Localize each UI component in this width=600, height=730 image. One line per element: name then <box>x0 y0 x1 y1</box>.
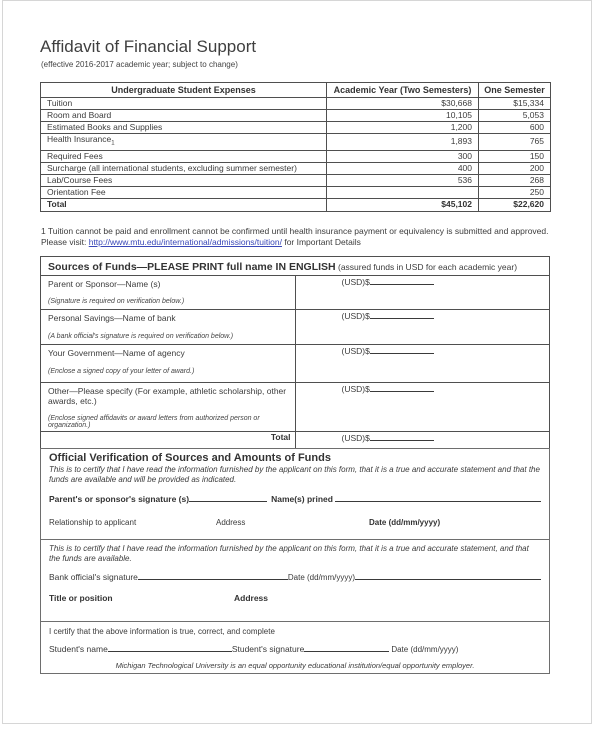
usd-prefix: (USD)$ <box>341 277 370 287</box>
usd-prefix: (USD)$ <box>341 433 370 443</box>
expense-semester-value: 5,053 <box>479 110 551 122</box>
expenses-total-row <box>41 198 551 211</box>
source-cell <box>41 276 296 310</box>
student-date-label: Date (dd/mm/yyyy) <box>391 645 459 654</box>
address-label-2: Address <box>234 593 269 603</box>
certify-text-1: This is to certify that I have read the information furnished by the applicant on this form, that it is a true and accurate statement and that the funds are available and will be provided as indicated. <box>49 465 540 484</box>
source-note: (Enclose signed affidavits or award letters from authorized person or organization.) <box>48 415 260 429</box>
expense-row <box>41 122 551 134</box>
sources-total-label: Total <box>41 432 296 449</box>
expense-year-value: 1,893 <box>327 134 479 151</box>
bank-signature-label: Bank official's signature <box>49 572 138 582</box>
student-name-line <box>108 643 232 652</box>
amount-cell <box>295 345 550 383</box>
source-note: (Enclose a signed copy of your letter of award.) <box>48 368 195 375</box>
expense-semester-value: 268 <box>479 174 551 186</box>
source-note: (Signature is required on verification below.) <box>48 298 185 305</box>
date-label: Date (dd/mm/yyyy) <box>369 518 441 527</box>
page-subtitle: (effective 2016-2017 academic year; subject to change) <box>41 60 238 69</box>
address-label: Address <box>216 518 246 527</box>
verification-box <box>40 448 550 674</box>
certify-text-2: This is to certify that I have read the information furnished by the applicant on this form, that it is a true and accurate statement, and that the funds are available. <box>49 544 529 563</box>
source-label: Other—Please specify (For example, athletic scholarship, other awards, etc.) <box>48 386 287 406</box>
expense-year-value <box>327 186 479 198</box>
source-cell <box>41 345 296 383</box>
expense-semester-value: 150 <box>479 150 551 162</box>
footnote-marker: 1 <box>111 140 115 147</box>
source-label: Your Government—Name of agency <box>48 348 185 358</box>
expense-row <box>41 98 551 110</box>
source-label: Parent or Sponsor—Name (s) <box>48 279 161 289</box>
expense-label: Surcharge (all international students, excluding summer semester) <box>41 162 327 174</box>
expense-row <box>41 134 551 151</box>
source-label: Personal Savings—Name of bank <box>48 313 176 323</box>
expense-row <box>41 110 551 122</box>
amount-cell <box>295 383 550 432</box>
col-header-expenses: Undergraduate Student Expenses <box>41 83 327 98</box>
source-row <box>41 310 550 345</box>
student-signature-line <box>304 643 389 652</box>
expense-semester-value: $15,334 <box>479 98 551 110</box>
expense-semester-value: 765 <box>479 134 551 151</box>
student-name-label: Student's name <box>49 644 108 654</box>
expense-year-value: 400 <box>327 162 479 174</box>
amount-cell <box>295 276 550 310</box>
expense-year-value: 10,105 <box>327 110 479 122</box>
total-semester-value: $22,620 <box>479 198 551 211</box>
student-certify-text: I certify that the above information is true, correct, and complete <box>49 627 275 636</box>
expense-row <box>41 162 551 174</box>
total-year-value: $45,102 <box>327 198 479 211</box>
expense-label-text: Health Insurance <box>47 134 112 144</box>
student-signature-label: Student's signature <box>231 644 305 654</box>
expense-semester-value: 600 <box>479 122 551 134</box>
expense-year-value: 300 <box>327 150 479 162</box>
usd-prefix: (USD)$ <box>341 311 370 321</box>
bank-date-label: Date (dd/mm/yyyy) <box>287 573 356 582</box>
page-title: Affidavit of Financial Support <box>40 37 257 56</box>
col-header-academic-year: Academic Year (Two Semesters) <box>327 83 479 98</box>
relationship-row <box>49 518 541 527</box>
source-note: (A bank official's signature is required on verification below.) <box>48 333 234 340</box>
expense-semester-value: 200 <box>479 162 551 174</box>
expense-label: Lab/Course Fees <box>41 174 327 186</box>
source-row <box>41 276 550 310</box>
verification-section-bank <box>41 539 549 621</box>
title-position-label: Title or position <box>49 593 113 603</box>
expense-row <box>41 150 551 162</box>
expense-label: Tuition <box>41 98 327 110</box>
parent-signature-row <box>49 493 541 504</box>
expense-row <box>41 186 551 198</box>
amount-fill-line <box>370 345 434 354</box>
amount-cell <box>295 432 550 449</box>
amount-cell <box>295 310 550 345</box>
sources-total-row <box>41 432 550 449</box>
student-signature-row <box>49 643 541 654</box>
expense-year-value: $30,668 <box>327 98 479 110</box>
expense-year-value: 1,200 <box>327 122 479 134</box>
verification-section-parent <box>41 449 549 539</box>
verification-section-student <box>41 621 549 673</box>
footnote-text-after: for Important Details <box>281 237 361 247</box>
equal-opportunity-footer: Michigan Technological University is an equal opportunity educational institution/equal opportunity employer. <box>115 661 475 670</box>
names-printed-label: Name(s) prined <box>271 494 333 504</box>
sources-of-funds-table <box>40 256 550 449</box>
tuition-info-link[interactable]: http://www.mtu.edu/international/admissions/tuition/ <box>88 237 282 247</box>
sources-header-normal: (assured funds in USD for each academic year) <box>335 262 518 272</box>
col-header-one-semester: One Semester <box>479 83 551 98</box>
amount-fill-line <box>370 432 434 441</box>
sources-header-bold: Sources of Funds—PLEASE PRINT full name IN ENGLISH <box>48 261 336 273</box>
expense-row <box>41 174 551 186</box>
title-position-row <box>49 593 541 603</box>
source-cell <box>41 310 296 345</box>
footnote-text-before: 1 Tuition cannot be paid and enrollment cannot be confirmed until health insurance payment or equivalency is submitted and approved. Please visit: <box>41 226 549 247</box>
expenses-header-row <box>41 83 551 98</box>
sources-header <box>41 257 550 276</box>
bank-signature-line <box>138 571 288 580</box>
amount-fill-line <box>370 310 434 319</box>
bank-date-line <box>355 571 541 580</box>
expense-label <box>41 134 327 151</box>
parent-signature-line <box>189 493 267 502</box>
total-label: Total <box>41 198 327 211</box>
usd-prefix: (USD)$ <box>341 346 370 356</box>
source-cell <box>41 383 296 432</box>
sources-header-row <box>41 257 550 276</box>
source-row <box>41 383 550 432</box>
bank-signature-row <box>49 571 541 582</box>
expenses-table <box>40 82 551 212</box>
names-printed-line <box>335 493 541 502</box>
expense-label: Estimated Books and Supplies <box>41 122 327 134</box>
amount-fill-line <box>370 276 434 285</box>
parent-signature-label: Parent's or sponsor's signature (s) <box>49 494 190 504</box>
expense-semester-value: 250 <box>479 186 551 198</box>
expense-label: Orientation Fee <box>41 186 327 198</box>
tuition-footnote <box>41 226 549 248</box>
expense-year-value: 536 <box>327 174 479 186</box>
usd-prefix: (USD)$ <box>341 384 370 394</box>
relationship-label: Relationship to applicant <box>49 518 137 527</box>
source-row <box>41 345 550 383</box>
expense-label: Room and Board <box>41 110 327 122</box>
expense-label: Required Fees <box>41 150 327 162</box>
amount-fill-line <box>370 383 434 392</box>
verification-heading: Official Verification of Sources and Amounts of Funds <box>49 452 331 464</box>
